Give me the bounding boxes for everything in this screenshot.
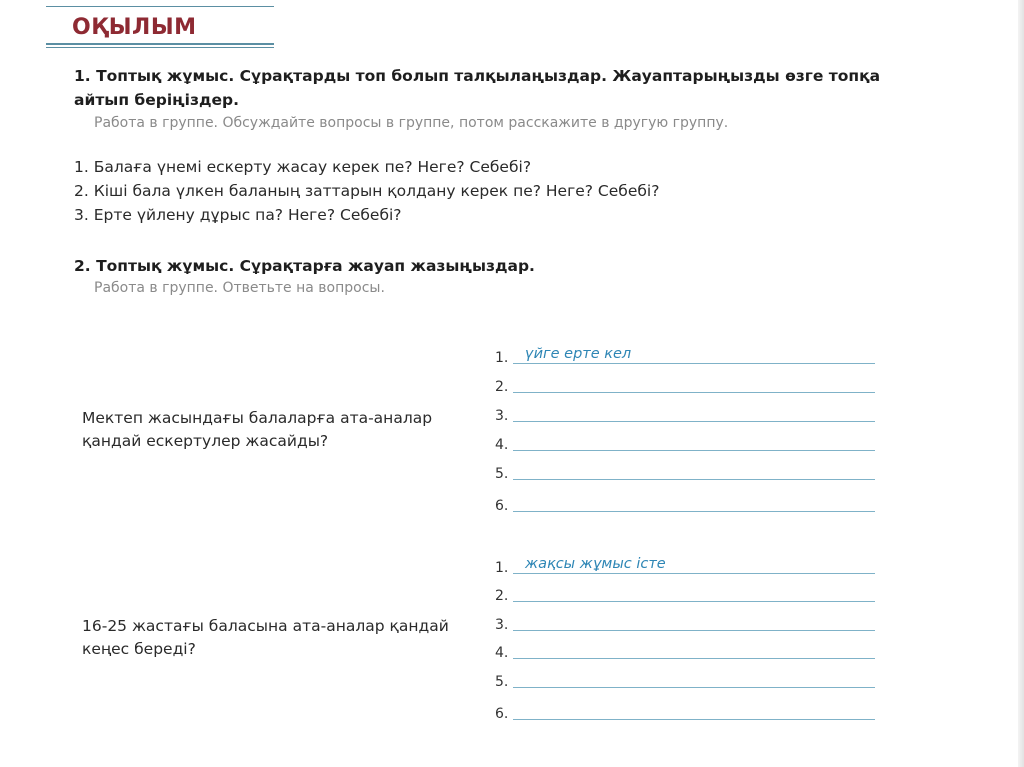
answer-number: 1. xyxy=(495,350,509,366)
block1-answer-row-2[interactable] xyxy=(495,373,875,395)
task1-question-1: 1. Балаға үнемі ескерту жасау керек пе? Неге? Себебі? xyxy=(74,158,532,176)
answer-line xyxy=(513,687,875,688)
answer-text: үйге ерте кел xyxy=(525,346,632,362)
answer-line xyxy=(513,601,875,602)
block2-answer-row-6[interactable] xyxy=(495,700,875,722)
answer-text: жақсы жұмыс істе xyxy=(525,556,666,572)
answer-number: 5. xyxy=(495,466,509,482)
block1-answer-row-5[interactable] xyxy=(495,460,875,482)
heading-rule-top xyxy=(46,6,274,7)
answer-line xyxy=(513,450,875,451)
answer-number: 4. xyxy=(495,645,509,661)
heading-rule-bottom xyxy=(46,43,274,45)
block2-answer-row-4[interactable] xyxy=(495,639,875,661)
answer-line xyxy=(513,363,875,364)
block1-answer-row-3[interactable] xyxy=(495,402,875,424)
block2-answer-row-2[interactable] xyxy=(495,582,875,604)
task2-subtitle: Работа в группе. Ответьте на вопросы. xyxy=(94,280,385,296)
block2-prompt-line2: кеңес береді? xyxy=(82,640,196,658)
block2-answer-row-1[interactable] xyxy=(495,554,875,576)
task2-title: 2. Топтық жұмыс. Сұрақтарға жауап жазыңыздар. xyxy=(74,257,535,275)
heading-rule-bottom-thin xyxy=(46,47,274,48)
section-heading xyxy=(46,6,274,48)
task1-subtitle: Работа в группе. Обсуждайте вопросы в группе, потом расскажите в другую группу. xyxy=(94,115,729,131)
block1-prompt-line1: Мектеп жасындағы балаларға ата-аналар xyxy=(82,409,433,427)
answer-number: 6. xyxy=(495,498,509,514)
task1-title-line2: айтып беріңіздер. xyxy=(74,91,240,109)
answer-line xyxy=(513,658,875,659)
answer-line xyxy=(513,719,875,720)
task1-title-line1: 1. Топтық жұмыс. Сұрақтарды топ болып талқылаңыздар. Жауаптарыңызды өзге топқа xyxy=(74,67,881,85)
block1-answer-row-4[interactable] xyxy=(495,431,875,453)
answer-number: 2. xyxy=(495,379,509,395)
answer-line xyxy=(513,573,875,574)
answer-number: 3. xyxy=(495,408,509,424)
heading-title: ОҚЫЛЫМ xyxy=(72,15,197,40)
answer-number: 2. xyxy=(495,588,509,604)
answer-number: 4. xyxy=(495,437,509,453)
block2-prompt-line1: 16-25 жастағы баласына ата-аналар қандай xyxy=(82,617,449,635)
answer-line xyxy=(513,479,875,480)
answer-number: 3. xyxy=(495,617,509,633)
page-edge-shadow xyxy=(1018,0,1024,767)
answer-number: 5. xyxy=(495,674,509,690)
block1-prompt-line2: қандай ескертулер жасайды? xyxy=(82,432,329,450)
answer-number: 1. xyxy=(495,560,509,576)
answer-line xyxy=(513,511,875,512)
answer-line xyxy=(513,392,875,393)
block1-answer-row-1[interactable] xyxy=(495,344,875,366)
answer-line xyxy=(513,630,875,631)
answer-number: 6. xyxy=(495,706,509,722)
block2-answer-row-3[interactable] xyxy=(495,611,875,633)
block1-answer-row-6[interactable] xyxy=(495,492,875,514)
task1-question-2: 2. Кіші бала үлкен баланың заттарын қолдану керек пе? Неге? Себебі? xyxy=(74,182,660,200)
task1-question-3: 3. Ерте үйлену дұрыс па? Неге? Себебі? xyxy=(74,206,402,224)
block2-answer-row-5[interactable] xyxy=(495,668,875,690)
answer-line xyxy=(513,421,875,422)
